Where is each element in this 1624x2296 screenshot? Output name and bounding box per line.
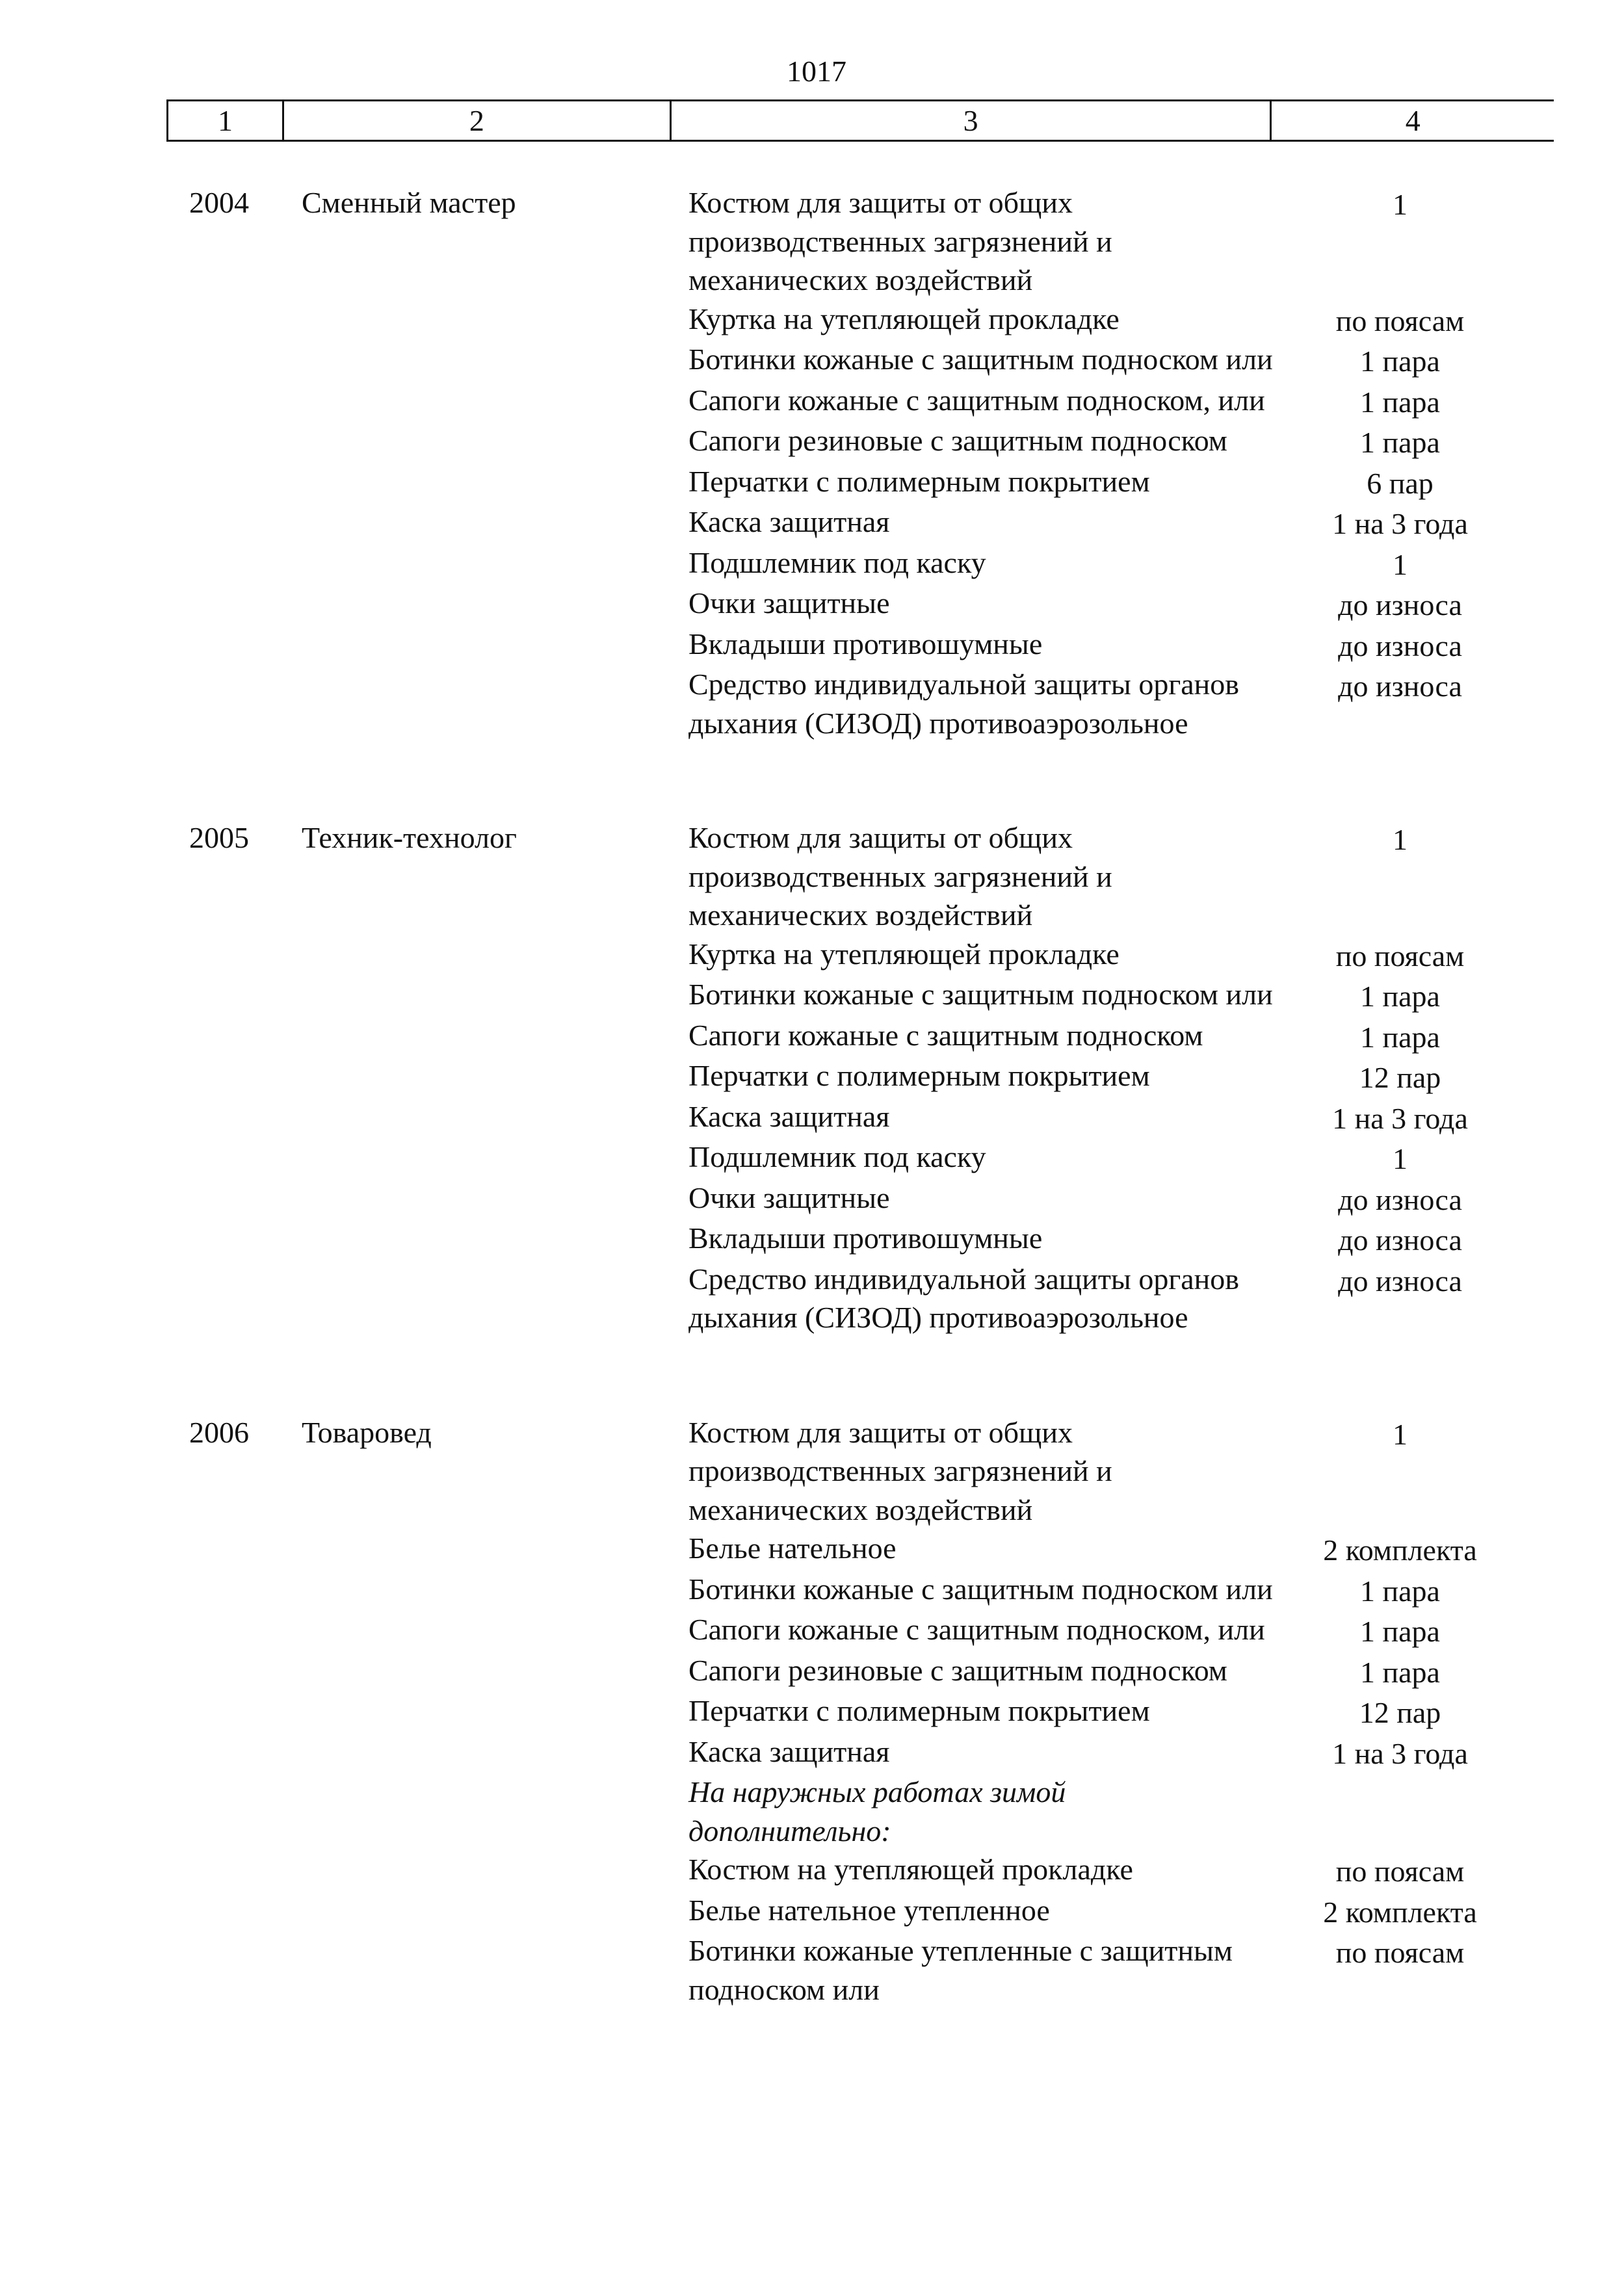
ppe-item-quantity: 1 пара xyxy=(1360,1615,1440,1648)
ppe-item xyxy=(688,1260,1554,1337)
column-header-4: 4 xyxy=(1271,101,1554,141)
ppe-item-list xyxy=(688,1413,1554,2009)
ppe-item xyxy=(688,1651,1554,1692)
ppe-item-quantity: по поясам xyxy=(1335,1936,1465,1969)
ppe-item-name: Каска защитная xyxy=(688,1099,890,1133)
ppe-item-name: Средство индивидуальной защиты органов дыхания (СИЗОД) противоаэрозольное xyxy=(688,668,1239,740)
ppe-item-name: Перчатки с полимерным покрытием xyxy=(688,464,1150,498)
ppe-item-name: Каска защитная xyxy=(688,1734,890,1768)
ppe-item-name: Белье нательное xyxy=(688,1532,897,1565)
ppe-item-quantity: 1 пара xyxy=(1360,385,1440,419)
ppe-item xyxy=(688,1097,1554,1138)
ppe-item-list xyxy=(688,818,1554,1337)
ppe-item xyxy=(688,543,1554,584)
ppe-item xyxy=(688,1138,1554,1179)
profession-title: Сменный мастер xyxy=(302,186,516,219)
profession-section xyxy=(166,1413,1554,2009)
ppe-item xyxy=(688,584,1554,625)
ppe-item-quantity: 1 пара xyxy=(1360,1020,1440,1054)
ppe-item xyxy=(688,1891,1554,1932)
ppe-item-quantity: 1 пара xyxy=(1360,1655,1440,1689)
ppe-item-name: Очки защитные xyxy=(688,586,890,620)
ppe-item-quantity: 1 пара xyxy=(1360,980,1440,1013)
ppe-item-quantity: 6 пар xyxy=(1367,466,1434,500)
ppe-item xyxy=(688,1219,1554,1260)
ppe-item xyxy=(688,421,1554,462)
profession-code: 2005 xyxy=(189,821,249,854)
ppe-item-name: Костюм для защиты от общих производственных загрязнений и механических воздействий xyxy=(688,186,1112,296)
profession-title: Товаровед xyxy=(302,1415,432,1449)
ppe-item-name: Сапоги резиновые с защитным подноском xyxy=(688,424,1227,457)
ppe-item-quantity: 1 xyxy=(1393,1417,1408,1451)
ppe-item xyxy=(688,1850,1554,1891)
ppe-item-quantity: 1 xyxy=(1393,1142,1408,1175)
ppe-item-name: Сапоги кожаные с защитным подноском xyxy=(688,1018,1203,1052)
ppe-item xyxy=(688,462,1554,503)
ppe-item-name: Вкладыши противошумные xyxy=(688,1221,1043,1255)
ppe-item xyxy=(688,1529,1554,1570)
ppe-item-quantity: до износа xyxy=(1338,1182,1462,1216)
page-number: 1017 xyxy=(787,55,846,88)
ppe-item-name: Перчатки с полимерным покрытием xyxy=(688,1694,1150,1727)
profession-code: 2006 xyxy=(189,1415,249,1449)
ppe-item-name: Куртка на утепляющей прокладке xyxy=(688,302,1120,335)
ppe-item-quantity: 12 пар xyxy=(1359,1696,1441,1729)
ppe-item-quantity: 1 на 3 года xyxy=(1332,1101,1468,1135)
ppe-item-quantity: по поясам xyxy=(1335,939,1465,972)
ppe-item-quantity: 1 пара xyxy=(1360,345,1440,378)
ppe-item-name: Сапоги резиновые с защитным подноском xyxy=(688,1653,1227,1687)
ppe-subheading-text: На наружных работах зимой дополнительно: xyxy=(688,1775,1066,1847)
ppe-item-quantity: до износа xyxy=(1338,670,1462,703)
ppe-item xyxy=(688,1691,1554,1732)
ppe-item-quantity: 2 комплекта xyxy=(1323,1533,1477,1567)
column-header-1: 1 xyxy=(168,101,283,141)
ppe-item-quantity: по поясам xyxy=(1335,1855,1465,1888)
ppe-item xyxy=(688,1413,1554,1530)
ppe-item xyxy=(688,935,1554,976)
ppe-item-name: Подшлемник под каску xyxy=(688,545,986,579)
ppe-item-quantity: до износа xyxy=(1338,1264,1462,1298)
ppe-item-name: Перчатки с полимерным покрытием xyxy=(688,1059,1150,1092)
ppe-item-quantity: до износа xyxy=(1338,629,1462,662)
ppe-item-quantity: 12 пар xyxy=(1359,1061,1441,1094)
ppe-item-name: Подшлемник под каску xyxy=(688,1140,986,1173)
ppe-item-name: Сапоги кожаные с защитным подноском, или xyxy=(688,1613,1265,1646)
ppe-item-list xyxy=(688,183,1554,742)
ppe-item xyxy=(688,1016,1554,1057)
ppe-item-quantity: 2 комплекта xyxy=(1323,1895,1477,1929)
ppe-item-name: Ботинки кожаные с защитным подноском или xyxy=(688,343,1273,376)
ppe-item-name: Очки защитные xyxy=(688,1181,890,1214)
ppe-item xyxy=(688,665,1554,742)
ppe-item-quantity: 1 xyxy=(1393,188,1408,221)
ppe-item-quantity: 1 на 3 года xyxy=(1332,1736,1468,1770)
ppe-item xyxy=(688,502,1554,543)
ppe-item-quantity: 1 пара xyxy=(1360,1574,1440,1608)
ppe-item-name: Костюм для защиты от общих производственных загрязнений и механических воздействий xyxy=(688,821,1112,932)
ppe-item-name: Каска защитная xyxy=(688,505,890,538)
ppe-item-name: Средство индивидуальной защиты органов дыхания (СИЗОД) противоаэрозольное xyxy=(688,1262,1239,1334)
ppe-item xyxy=(688,818,1554,935)
ppe-item-name: Костюм на утепляющей прокладке xyxy=(688,1853,1133,1886)
ppe-item xyxy=(688,1570,1554,1611)
ppe-item xyxy=(688,183,1554,300)
profession-section xyxy=(166,183,1554,742)
ppe-item-name: Белье нательное утепленное xyxy=(688,1893,1050,1927)
ppe-item-quantity: до износа xyxy=(1338,1223,1462,1257)
ppe-item-quantity: 1 xyxy=(1393,823,1408,856)
ppe-item xyxy=(688,1610,1554,1651)
norms-table-body xyxy=(166,183,1554,2085)
ppe-item-quantity: 1 пара xyxy=(1360,426,1440,459)
ppe-item xyxy=(688,1179,1554,1220)
ppe-item xyxy=(688,625,1554,666)
ppe-item xyxy=(688,1056,1554,1097)
ppe-item xyxy=(688,1732,1554,1773)
ppe-item-quantity xyxy=(1274,1773,1526,1775)
ppe-item-name: Ботинки кожаные с защитным подноском или xyxy=(688,978,1273,1011)
ppe-item-name: Вкладыши противошумные xyxy=(688,627,1043,660)
ppe-item xyxy=(688,975,1554,1016)
ppe-item xyxy=(688,1931,1554,2009)
ppe-item-name: Куртка на утепляющей прокладке xyxy=(688,937,1120,971)
ppe-item-quantity: 1 xyxy=(1393,547,1408,581)
ppe-subheading xyxy=(688,1773,1554,1850)
ppe-item-quantity: 1 на 3 года xyxy=(1332,507,1468,540)
ppe-item xyxy=(688,381,1554,422)
ppe-item xyxy=(688,340,1554,381)
ppe-item-name: Ботинки кожаные с защитным подноском или xyxy=(688,1572,1273,1606)
profession-section xyxy=(166,818,1554,1337)
ppe-item-name: Сапоги кожаные с защитным подноском, или xyxy=(688,383,1265,417)
column-header-2: 2 xyxy=(283,101,671,141)
ppe-item-quantity: до износа xyxy=(1338,588,1462,621)
ppe-item-name: Ботинки кожаные утепленные с защитным подноском или xyxy=(688,1934,1233,2006)
ppe-item-name: Костюм для защиты от общих производственных загрязнений и механических воздействий xyxy=(688,1415,1112,1526)
profession-title: Техник-технолог xyxy=(302,821,517,854)
ppe-item-quantity: по поясам xyxy=(1335,304,1465,337)
column-header-3: 3 xyxy=(670,101,1271,141)
profession-code: 2004 xyxy=(189,186,249,219)
column-header-row xyxy=(166,99,1554,142)
ppe-item xyxy=(688,300,1554,341)
